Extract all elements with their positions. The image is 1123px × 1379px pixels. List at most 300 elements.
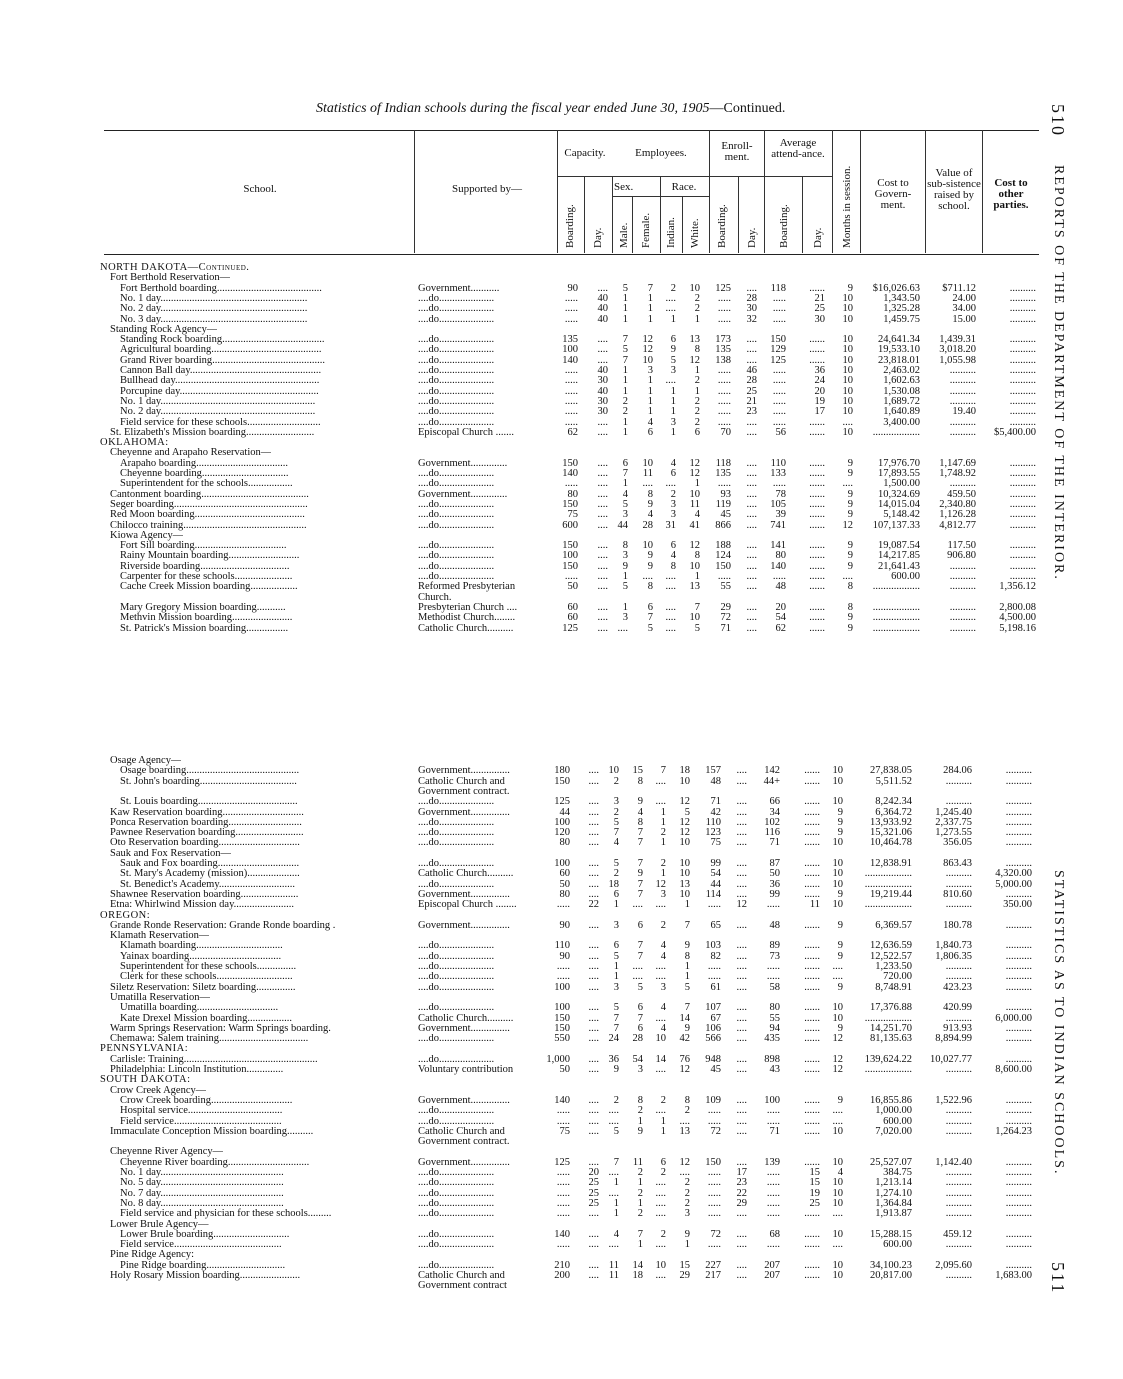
cell-m: 5 xyxy=(613,858,619,869)
cell-eb: 150 xyxy=(705,1156,721,1168)
cell-mo: 10 xyxy=(842,426,853,438)
cell-ab: 102 xyxy=(764,816,780,828)
cell-eb: 45 xyxy=(720,509,731,521)
school-name: St. John's boarding..................................... xyxy=(120,775,297,787)
cell-f: .... xyxy=(632,971,643,983)
cell-cost: 14,251.70 xyxy=(870,1022,912,1034)
school-name: No. 7 day............................................... xyxy=(120,1187,284,1199)
caption-continued: —Continued. xyxy=(709,101,786,116)
cell-cd: .... xyxy=(597,560,608,572)
cell-cb: 80 xyxy=(559,888,570,900)
cell-w: 7 xyxy=(694,601,700,613)
cell-oth: 4,500.00 xyxy=(999,612,1036,624)
header-attendance: Average attend-ance. xyxy=(771,137,825,160)
cell-ed: .... xyxy=(746,457,757,469)
cell-eb: ..... xyxy=(717,313,731,325)
cell-eb: 103 xyxy=(705,940,721,952)
school-name: Kiowa Agency— xyxy=(110,529,184,541)
cell-cd: .... xyxy=(588,837,599,849)
cell-i: 2 xyxy=(660,1167,666,1178)
cell-f: 7 xyxy=(637,1012,643,1024)
cell-cb: 90 xyxy=(567,282,578,294)
cell-cost: 2,463.02 xyxy=(883,365,920,376)
cell-cd: .... xyxy=(588,1239,599,1251)
cell-oth: 2,800.08 xyxy=(999,601,1036,613)
cell-oth: .......... xyxy=(1005,1167,1032,1178)
cell-ed: .... xyxy=(736,961,747,972)
cell-mo: 9 xyxy=(837,981,843,993)
cell-cd: 30 xyxy=(597,375,608,387)
cell-oth: .......... xyxy=(1009,303,1036,315)
cell-ad: 25 xyxy=(809,1197,820,1209)
cell-f: 11 xyxy=(632,1156,643,1168)
cell-f: 9 xyxy=(647,550,653,562)
cell-ad: ...... xyxy=(809,457,825,469)
cell-ad: ...... xyxy=(804,1125,820,1137)
cell-ab: ..... xyxy=(772,292,786,304)
cell-ab: 56 xyxy=(775,426,786,438)
cell-cb: 550 xyxy=(554,1033,570,1045)
cell-val: .......... xyxy=(949,560,976,572)
supported-by: ....do..................... xyxy=(418,1177,495,1189)
supported-by: ....do..................... xyxy=(418,816,495,828)
school-name: Chemawa: Salem training.................................. xyxy=(110,1033,309,1045)
cell-i: .... xyxy=(665,571,676,582)
cell-oth: .......... xyxy=(1005,1187,1032,1199)
cell-cost: 1,325.28 xyxy=(883,303,920,315)
cell-eb: 29 xyxy=(720,601,731,613)
running-head-interior: REPORTS OF THE DEPARTMENT OF THE INTERIOR. xyxy=(1051,165,1066,581)
cell-eb: 123 xyxy=(705,827,721,839)
cell-i: 2 xyxy=(670,282,676,294)
cell-cb: 80 xyxy=(567,488,578,500)
cell-f: 1 xyxy=(637,1177,643,1189)
table-caption xyxy=(316,101,785,117)
cell-m: 1 xyxy=(613,899,619,911)
cell-i: .... xyxy=(665,581,676,593)
cell-ad: ...... xyxy=(809,571,825,582)
cell-w: 2 xyxy=(694,303,700,315)
cell-oth: .......... xyxy=(1005,1033,1032,1045)
cell-mo: 9 xyxy=(847,560,853,572)
cell-mo: 10 xyxy=(832,837,843,849)
cell-oth: 1,683.00 xyxy=(995,1270,1032,1281)
school-name: Pine Ridge Agency: xyxy=(110,1249,194,1261)
cell-w: 11 xyxy=(689,498,700,510)
cell-cd: .... xyxy=(588,981,599,993)
cell-cost: 1,274.10 xyxy=(875,1187,912,1199)
cell-cd: .... xyxy=(588,1115,599,1127)
cell-eb: 124 xyxy=(715,550,731,562)
cell-ed: .... xyxy=(736,1094,747,1106)
cell-cb: ..... xyxy=(556,1197,570,1209)
cell-f: 7 xyxy=(637,827,643,839)
cell-i: 1 xyxy=(660,1125,666,1137)
cell-i: .... xyxy=(655,1239,666,1251)
cell-cb: 80 xyxy=(559,837,570,849)
cell-i: .... xyxy=(655,1197,666,1209)
cell-cb: 180 xyxy=(554,765,570,777)
cell-f: 15 xyxy=(632,765,643,777)
supported-by: Catholic Church and xyxy=(418,1270,505,1281)
cell-ed: .... xyxy=(746,478,757,490)
cell-eb: 118 xyxy=(715,457,731,469)
cell-val: .......... xyxy=(949,622,976,634)
cell-ed: 23 xyxy=(736,1177,747,1189)
cell-eb: ..... xyxy=(707,971,721,983)
supported-by: Government............... xyxy=(418,765,510,777)
cell-m: .... xyxy=(617,622,628,634)
cell-eb: 75 xyxy=(710,837,721,849)
cell-w: 8 xyxy=(694,550,700,562)
cell-w: 12 xyxy=(689,468,700,479)
cell-ad: ...... xyxy=(804,1094,820,1106)
supported-by: Catholic Church.......... xyxy=(418,1012,514,1024)
cell-eb: 42 xyxy=(710,806,721,818)
cell-cb: 100 xyxy=(554,816,570,828)
cell-cost: 6,369.57 xyxy=(875,919,912,931)
cell-ed: .... xyxy=(736,1022,747,1034)
cell-f: 1 xyxy=(647,303,653,315)
cell-ed: .... xyxy=(736,888,747,900)
cell-mo: 9 xyxy=(847,540,853,552)
cell-oth: .......... xyxy=(1009,375,1036,387)
cell-ab: 94 xyxy=(769,1022,780,1034)
cell-m: 44 xyxy=(617,519,628,531)
school-name: St. Louis boarding...................................... xyxy=(120,796,298,808)
cell-ad: 11 xyxy=(809,899,820,911)
cell-i: .... xyxy=(655,899,666,911)
cell-i: 4 xyxy=(660,940,666,952)
cell-eb: ..... xyxy=(707,899,721,911)
cell-ed: .... xyxy=(746,416,757,428)
cell-cd: 40 xyxy=(597,385,608,397)
cell-cost: 600.00 xyxy=(883,1115,912,1127)
cell-val: 420.99 xyxy=(943,1002,972,1014)
cell-val: .......... xyxy=(945,868,972,880)
cell-val: .......... xyxy=(945,1125,972,1137)
cell-eb: 109 xyxy=(705,1094,721,1106)
cell-cost: 1,213.14 xyxy=(875,1177,912,1189)
cell-ed: .... xyxy=(746,509,757,521)
cell-ab: 125 xyxy=(770,354,786,366)
cell-f: 2 xyxy=(637,1187,643,1199)
cell-cost: 14,015.04 xyxy=(878,498,920,510)
cell-eb: ..... xyxy=(717,478,731,490)
cell-oth: .......... xyxy=(1009,540,1036,552)
cell-i: 10 xyxy=(655,1033,666,1045)
cell-ed: .... xyxy=(736,806,747,818)
cell-cb: 90 xyxy=(559,919,570,931)
cell-ad: ...... xyxy=(804,1115,820,1127)
cell-val: 19.40 xyxy=(952,406,976,418)
page-number-510: 510 xyxy=(1048,104,1068,137)
running-head-statistics: STATISTICS AS TO INDIAN SCHOOLS. xyxy=(1051,870,1066,1176)
school-name: Field service for these schools............................ xyxy=(120,416,321,428)
cell-cost: 19,533.10 xyxy=(878,344,920,356)
cell-m: 1 xyxy=(613,961,619,972)
cell-cost: 1,913.87 xyxy=(875,1208,912,1220)
supported-by: ....do..................... xyxy=(418,406,495,418)
cell-val: .......... xyxy=(949,581,976,593)
school-name: Pine Ridge boarding.............................. xyxy=(120,1259,286,1271)
cell-oth: .......... xyxy=(1005,981,1032,993)
cell-ed: .... xyxy=(736,765,747,777)
cell-eb: ..... xyxy=(707,1197,721,1209)
cell-ad: ...... xyxy=(809,612,825,624)
cell-w: 13 xyxy=(689,581,700,593)
cell-mo: .... xyxy=(842,478,853,490)
cell-cb: 600 xyxy=(562,519,578,531)
supported-by: ....do..................... xyxy=(418,375,495,387)
school-name: Fort Sill boarding................................... xyxy=(120,540,287,552)
cell-cb: 60 xyxy=(567,612,578,624)
cell-ab: 140 xyxy=(770,560,786,572)
cell-cost: 1,459.75 xyxy=(883,313,920,325)
cell-w: 2 xyxy=(694,292,700,304)
cell-f: 28 xyxy=(642,519,653,531)
cell-cd: .... xyxy=(597,622,608,634)
cell-mo: 9 xyxy=(847,612,853,624)
cell-cost: 1,343.50 xyxy=(883,292,920,304)
cell-eb: ..... xyxy=(707,1105,721,1117)
supported-by: Catholic Church.......... xyxy=(418,868,514,880)
header-race: Race. xyxy=(671,181,697,193)
header-white: White. xyxy=(689,218,701,248)
cell-val: .......... xyxy=(949,365,976,376)
cell-cd: .... xyxy=(597,416,608,428)
page-number-511: 511 xyxy=(1048,1262,1068,1295)
header-female: Female. xyxy=(640,212,652,248)
cell-w: 2 xyxy=(694,406,700,418)
cell-ad: ...... xyxy=(809,334,825,346)
supported-by: ....do..................... xyxy=(418,560,495,572)
cell-ad: 21 xyxy=(814,292,825,304)
cell-m: 1 xyxy=(622,601,628,613)
cell-cost: 1,602.63 xyxy=(883,375,920,387)
cell-val: 1,439.31 xyxy=(939,334,976,346)
cell-ed: .... xyxy=(736,940,747,952)
school-name: Sauk and Fox boarding............................... xyxy=(120,858,300,869)
cell-m: .... xyxy=(608,1239,619,1251)
cell-cost: .................. xyxy=(872,426,920,438)
cell-eb: 48 xyxy=(710,775,721,787)
cell-ad: 19 xyxy=(814,395,825,407)
cell-ad: ...... xyxy=(804,940,820,952)
cell-ed: .... xyxy=(736,1156,747,1168)
cell-cd: 40 xyxy=(597,365,608,376)
cell-eb: ..... xyxy=(717,406,731,418)
cell-oth: .......... xyxy=(1005,1177,1032,1189)
cell-m: 7 xyxy=(622,468,628,479)
cell-w: 5 xyxy=(684,806,690,818)
cell-mo: .... xyxy=(832,1208,843,1220)
school-name: Klamath Reservation— xyxy=(110,930,210,942)
cell-cb: ..... xyxy=(556,1239,570,1251)
supported-by: Government............... xyxy=(418,888,510,900)
cell-m: .... xyxy=(608,1115,619,1127)
cell-oth: .......... xyxy=(1005,950,1032,962)
supported-by: Government........... xyxy=(418,282,500,294)
supported-by: ....do..................... xyxy=(418,468,495,479)
cell-w: 10 xyxy=(689,560,700,572)
cell-mo: 10 xyxy=(842,292,853,304)
cell-f: 8 xyxy=(637,816,643,828)
cell-mo: 10 xyxy=(832,1228,843,1240)
cell-mo: 9 xyxy=(847,622,853,634)
cell-mo: 9 xyxy=(847,468,853,479)
cell-cost: 107,137.33 xyxy=(872,519,920,531)
supported-by: Episcopal Church ....... xyxy=(418,426,514,438)
cell-oth: .......... xyxy=(1005,765,1032,777)
cell-cd: .... xyxy=(597,498,608,510)
cell-oth: .......... xyxy=(1009,313,1036,325)
cell-mo: 9 xyxy=(837,827,843,839)
cell-cost: 17,376.88 xyxy=(870,1002,912,1014)
cell-ab: 133 xyxy=(770,468,786,479)
cell-ed: 28 xyxy=(746,375,757,387)
cell-oth: 350.00 xyxy=(1003,899,1032,911)
supported-by: ....do..................... xyxy=(418,519,495,531)
cell-w: 1 xyxy=(694,313,700,325)
supported-by: ....do..................... xyxy=(418,961,495,972)
cell-oth: .......... xyxy=(1009,468,1036,479)
cell-oth: .......... xyxy=(1005,858,1032,869)
cell-ab: ..... xyxy=(766,1177,780,1189)
cell-eb: ..... xyxy=(707,1167,721,1178)
cell-ab: 741 xyxy=(770,519,786,531)
cell-oth: .......... xyxy=(1005,775,1032,787)
supported-by: ....do..................... xyxy=(418,950,495,962)
cell-ed: 29 xyxy=(736,1197,747,1209)
cell-ed: .... xyxy=(736,878,747,890)
cell-val: 459.50 xyxy=(947,488,976,500)
cell-cb: 200 xyxy=(554,1270,570,1281)
school-name: Rainy Mountain boarding........................... xyxy=(120,550,300,562)
cell-eb: 72 xyxy=(710,1125,721,1137)
cell-w: 8 xyxy=(694,344,700,356)
cell-oth: 8,600.00 xyxy=(995,1064,1032,1075)
cell-oth: .......... xyxy=(1005,1022,1032,1034)
cell-m: 4 xyxy=(613,837,619,849)
cell-val: .......... xyxy=(945,796,972,808)
supported-by: Government contract. xyxy=(418,785,510,797)
school-name: Klamath boarding................................. xyxy=(120,940,283,952)
cell-ad: ...... xyxy=(804,1208,820,1220)
cell-val: 24.00 xyxy=(952,292,976,304)
cell-oth: .......... xyxy=(1009,334,1036,346)
supported-by: Catholic Church and xyxy=(418,1125,505,1137)
cell-val: 8,894.99 xyxy=(935,1033,972,1045)
cell-cb: ..... xyxy=(556,899,570,911)
cell-m: 6 xyxy=(622,457,628,469)
cell-mo: 9 xyxy=(837,1022,843,1034)
cell-ed: .... xyxy=(736,1208,747,1220)
cell-cost: 14,217.85 xyxy=(878,550,920,562)
school-name: Hospital service.................................... xyxy=(120,1105,283,1117)
cell-oth: .......... xyxy=(1009,365,1036,376)
cell-f: 5 xyxy=(637,981,643,993)
supported-by: ....do..................... xyxy=(418,1187,495,1199)
cell-w: 9 xyxy=(684,1022,690,1034)
supported-by: Government.............. xyxy=(418,488,508,500)
cell-m: 1 xyxy=(613,1197,619,1209)
cell-eb: 866 xyxy=(715,519,731,531)
supported-by: Methodist Church........ xyxy=(418,612,516,624)
supported-by: Catholic Church.......... xyxy=(418,622,514,634)
cell-mo: 9 xyxy=(847,282,853,294)
cell-cb: 150 xyxy=(554,775,570,787)
supported-by: ....do..................... xyxy=(418,1228,495,1240)
cell-mo: 10 xyxy=(832,878,843,890)
cell-ed: .... xyxy=(746,601,757,613)
cell-ad: ...... xyxy=(804,1228,820,1240)
cell-oth: .......... xyxy=(1009,498,1036,510)
cell-ed: 28 xyxy=(746,292,757,304)
cell-cb: 150 xyxy=(562,498,578,510)
cell-ed: .... xyxy=(746,354,757,366)
cell-i: 6 xyxy=(670,334,676,346)
school-name: Siletz Reservation: Siletz boarding............... xyxy=(110,981,296,993)
cell-eb: ..... xyxy=(707,1208,721,1220)
cell-oth: .......... xyxy=(1009,457,1036,469)
header-cap-day: Day. xyxy=(592,227,604,248)
cell-cd: .... xyxy=(588,1156,599,1168)
cell-f: 2 xyxy=(637,1208,643,1220)
cell-f: 9 xyxy=(637,868,643,880)
cell-i: .... xyxy=(655,1208,666,1220)
cell-f: 2 xyxy=(637,1167,643,1178)
cell-ab: 48 xyxy=(769,919,780,931)
cell-ab: ..... xyxy=(766,961,780,972)
cell-cb: ..... xyxy=(556,1115,570,1127)
cell-cd: .... xyxy=(597,354,608,366)
cell-mo: 9 xyxy=(837,806,843,818)
cell-cd: .... xyxy=(597,601,608,613)
cell-f: 9 xyxy=(647,560,653,572)
cell-ab: 66 xyxy=(769,796,780,808)
cell-m: 2 xyxy=(613,1094,619,1106)
cell-w: 14 xyxy=(679,1012,690,1024)
school-name: Kate Drexel Mission boarding................. xyxy=(120,1012,293,1024)
cell-eb: 71 xyxy=(710,796,721,808)
cell-cd: .... xyxy=(588,868,599,880)
cell-cd: .... xyxy=(597,478,608,490)
cell-cd: .... xyxy=(588,806,599,818)
cell-i: .... xyxy=(665,292,676,304)
header-enr-day: Day. xyxy=(746,227,758,248)
cell-m: 1 xyxy=(622,416,628,428)
school-name: Lower Brule boarding............................. xyxy=(120,1228,290,1240)
cell-f: 54 xyxy=(632,1053,643,1065)
cell-ab: 118 xyxy=(770,282,786,294)
cell-cb: 140 xyxy=(562,354,578,366)
cell-ed: 23 xyxy=(746,406,757,418)
cell-cd: .... xyxy=(597,509,608,521)
cell-f: 7 xyxy=(637,858,643,869)
cell-val: $711.12 xyxy=(942,282,976,294)
supported-by: Government............... xyxy=(418,1094,510,1106)
cell-oth: .......... xyxy=(1005,1197,1032,1209)
cell-i: 1 xyxy=(670,385,676,397)
cell-ab: 116 xyxy=(764,827,780,839)
cell-ab: ..... xyxy=(772,571,786,582)
cell-ad: 24 xyxy=(814,375,825,387)
cell-cb: ..... xyxy=(556,1177,570,1189)
cell-cb: ..... xyxy=(556,961,570,972)
cell-mo: 10 xyxy=(842,406,853,418)
cell-eb: 110 xyxy=(705,816,721,828)
